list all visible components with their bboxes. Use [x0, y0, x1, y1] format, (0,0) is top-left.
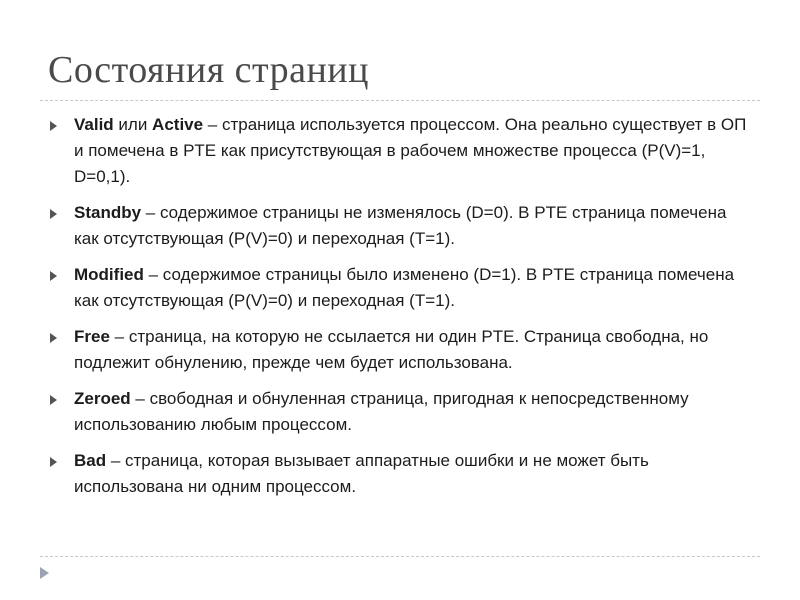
- item-description: – содержимое страницы не изменялось (D=0). В PTE страница помечена как отсутствующая (P(V)=0) и переходная (T=1).: [74, 203, 727, 248]
- list-item-free: [48, 324, 748, 376]
- term-free: Free: [74, 327, 110, 346]
- item-description: – страница используется процессом. Она реально существует в ОП и помечена в PTE как присутствующая в рабочем множестве процесса (P(V)=1, D=0,1).: [74, 115, 747, 186]
- triangle-right-icon: [50, 457, 57, 467]
- triangle-right-icon: [50, 395, 57, 405]
- item-description: – содержимое страницы было изменено (D=1). В PTE страница помечена как отсутствующая (P(V)=0) и переходная (T=1).: [74, 265, 735, 310]
- next-slide-icon[interactable]: [40, 567, 49, 579]
- item-description: – свободная и обнуленная страница, пригодная к непосредственному использованию любым процессом.: [74, 389, 689, 434]
- triangle-right-icon: [50, 121, 57, 131]
- slide-title: Состояния страниц: [48, 49, 369, 91]
- term-active: Active: [152, 115, 204, 134]
- list-item-modified: [48, 262, 748, 314]
- term-modified: Modified: [74, 265, 144, 284]
- triangle-right-icon: [50, 209, 57, 219]
- footer-divider: [40, 556, 760, 557]
- bullet-list: [48, 112, 748, 510]
- list-item-zeroed: [48, 386, 748, 438]
- triangle-right-icon: [50, 333, 57, 343]
- term-standby: Standby: [74, 203, 142, 222]
- list-item-standby: [48, 200, 748, 252]
- item-description: – страница, которая вызывает аппаратные ошибки и не может быть использована ни одним процессом.: [74, 451, 649, 496]
- title-divider: [40, 100, 760, 101]
- term-connector: или: [113, 115, 153, 134]
- term-valid: Valid: [74, 115, 114, 134]
- item-description: – страница, на которую не ссылается ни один PTE. Страница свободна, но подлежит обнулению, прежде чем будет использована.: [74, 327, 709, 372]
- list-item-bad: [48, 448, 748, 500]
- term-zeroed: Zeroed: [74, 389, 131, 408]
- triangle-right-icon: [50, 271, 57, 281]
- term-bad: Bad: [74, 451, 107, 470]
- list-item-valid: [48, 112, 748, 190]
